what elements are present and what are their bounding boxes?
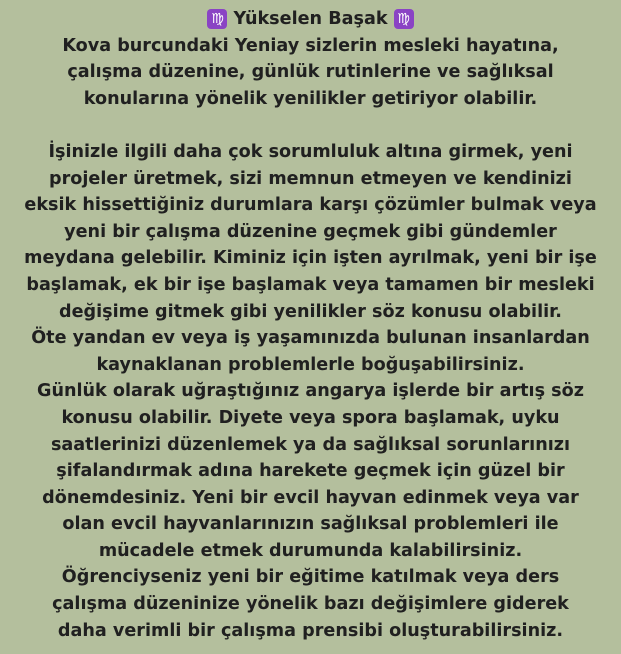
intro-paragraph <box>8 33 613 113</box>
text-line: değişime gitmek gibi yenilikler söz konusu olabilir. <box>59 301 562 322</box>
text-line: kaynaklanan problemlerle boğuşabilirsiniz. <box>96 354 525 375</box>
text-line: çalışma düzenine, günlük rutinlerine ve sağlıksal <box>67 62 554 83</box>
text-line: meydana gelebilir. Kiminiz için işten ayrılmak, yeni bir işe <box>24 248 597 269</box>
text-line: mücadele etmek durumunda kalabilirsiniz. <box>98 540 523 561</box>
page-title: Yükselen Başak <box>233 9 388 29</box>
text-line: Öğrenciyseniz yeni bir eğitime katılmak veya ders <box>61 567 560 588</box>
text-line: saatlerinizi düzenlemek ya da sağlıksal sorunlarınızı <box>50 434 571 455</box>
text-line: çalışma düzeninize yönelik bazı değişimlere giderek <box>52 594 569 615</box>
text-line: projeler üretmek, sizi memnun etmeyen ve kendinizi <box>49 168 572 189</box>
title-row <box>8 6 613 33</box>
text-line: konularına yönelik yenilikler getiriyor olabilir. <box>83 88 538 109</box>
text-line: Günlük olarak uğraştığınız angarya işlerde bir artış söz <box>37 381 584 402</box>
text-line: dönemdesiniz. Yeni bir evcil hayvan edinmek veya var <box>42 487 579 508</box>
virgo-sign-icon: ♍ <box>394 9 414 29</box>
text-line: daha verimli bir çalışma prensibi oluşturabilirsiniz. <box>57 620 564 641</box>
virgo-sign-icon: ♍ <box>207 9 227 29</box>
text-line: İşinizle ilgili daha çok sorumluluk altına girmek, yeni <box>48 141 573 162</box>
text-line: eksik hissettiğiniz durumlara karşı çözümler bulmak veya <box>24 195 597 216</box>
text-line: olan evcil hayvanlarınızın sağlıksal problemleri ile <box>62 514 559 535</box>
body-paragraph <box>8 139 613 644</box>
text-line: Kova burcundaki Yeniay sizlerin mesleki hayatına, <box>62 35 559 56</box>
text-line: yeni bir çalışma düzenine geçmek gibi gündemler <box>64 221 557 242</box>
text-line: konusu olabilir. Diyete veya spora başlamak, uyku <box>61 407 560 428</box>
text-line: şifalandırmak adına harekete geçmek için güzel bir <box>56 461 565 482</box>
text-line: başlamak, ek bir işe başlamak veya tamamen bir mesleki <box>26 274 595 295</box>
text-line: Öte yandan ev veya iş yaşamınızda bulunan insanlardan <box>31 328 590 349</box>
paragraph-spacer <box>8 112 613 139</box>
